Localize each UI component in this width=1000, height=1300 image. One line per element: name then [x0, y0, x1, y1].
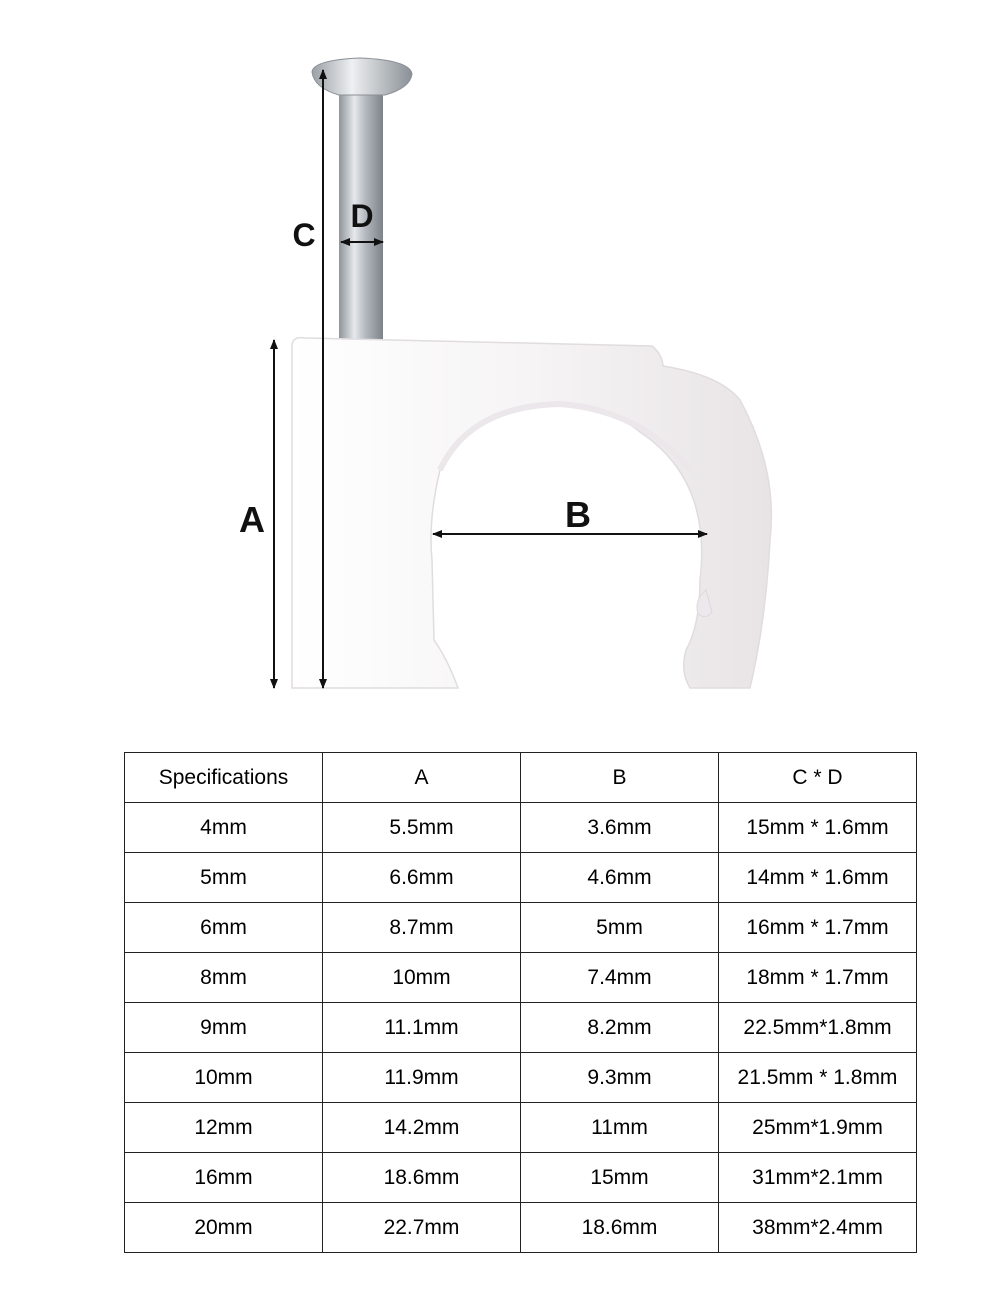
table-row [125, 853, 917, 903]
table-row [125, 1203, 917, 1253]
header-b: B [521, 753, 719, 803]
label-a: A [239, 499, 265, 540]
cell-b: 5mm [521, 903, 719, 953]
cell-c-d: 21.5mm * 1.8mm [719, 1053, 917, 1103]
cell-spec: 5mm [125, 853, 323, 903]
cell-b: 7.4mm [521, 953, 719, 1003]
table-header-row [125, 753, 917, 803]
label-c: C [292, 217, 316, 253]
cell-c-d: 16mm * 1.7mm [719, 903, 917, 953]
cell-a: 22.7mm [323, 1203, 521, 1253]
cell-spec: 4mm [125, 803, 323, 853]
cell-spec: 12mm [125, 1103, 323, 1153]
cell-a: 14.2mm [323, 1103, 521, 1153]
cell-c-d: 14mm * 1.6mm [719, 853, 917, 903]
cell-a: 11.1mm [323, 1003, 521, 1053]
cell-spec: 8mm [125, 953, 323, 1003]
cell-a: 8.7mm [323, 903, 521, 953]
cell-spec: 20mm [125, 1203, 323, 1253]
cell-a: 6.6mm [323, 853, 521, 903]
header-a: A [323, 753, 521, 803]
cell-spec: 9mm [125, 1003, 323, 1053]
specifications-table [124, 752, 917, 1253]
cell-a: 5.5mm [323, 803, 521, 853]
cell-a: 11.9mm [323, 1053, 521, 1103]
table-row [125, 803, 917, 853]
table-row [125, 1003, 917, 1053]
label-d: D [350, 198, 374, 234]
cell-c-d: 25mm*1.9mm [719, 1103, 917, 1153]
cable-clip-body [292, 338, 771, 688]
cell-c-d: 31mm*2.1mm [719, 1153, 917, 1203]
cell-c-d: 22.5mm*1.8mm [719, 1003, 917, 1053]
cell-b: 15mm [521, 1153, 719, 1203]
label-b: B [565, 494, 591, 535]
cell-a: 18.6mm [323, 1153, 521, 1203]
cell-b: 18.6mm [521, 1203, 719, 1253]
cell-spec: 10mm [125, 1053, 323, 1103]
cell-b: 11mm [521, 1103, 719, 1153]
table-row [125, 1153, 917, 1203]
table-row [125, 953, 917, 1003]
cell-c-d: 18mm * 1.7mm [719, 953, 917, 1003]
header-c-d: C * D [719, 753, 917, 803]
cell-c-d: 38mm*2.4mm [719, 1203, 917, 1253]
cell-a: 10mm [323, 953, 521, 1003]
cell-b: 8.2mm [521, 1003, 719, 1053]
cell-b: 3.6mm [521, 803, 719, 853]
header-specifications: Specifications [125, 753, 323, 803]
nail-head [312, 58, 412, 95]
cell-c-d: 15mm * 1.6mm [719, 803, 917, 853]
table-row [125, 903, 917, 953]
cell-b: 9.3mm [521, 1053, 719, 1103]
cell-spec: 16mm [125, 1153, 323, 1203]
table-row [125, 1053, 917, 1103]
table-row [125, 1103, 917, 1153]
cell-spec: 6mm [125, 903, 323, 953]
cell-b: 4.6mm [521, 853, 719, 903]
